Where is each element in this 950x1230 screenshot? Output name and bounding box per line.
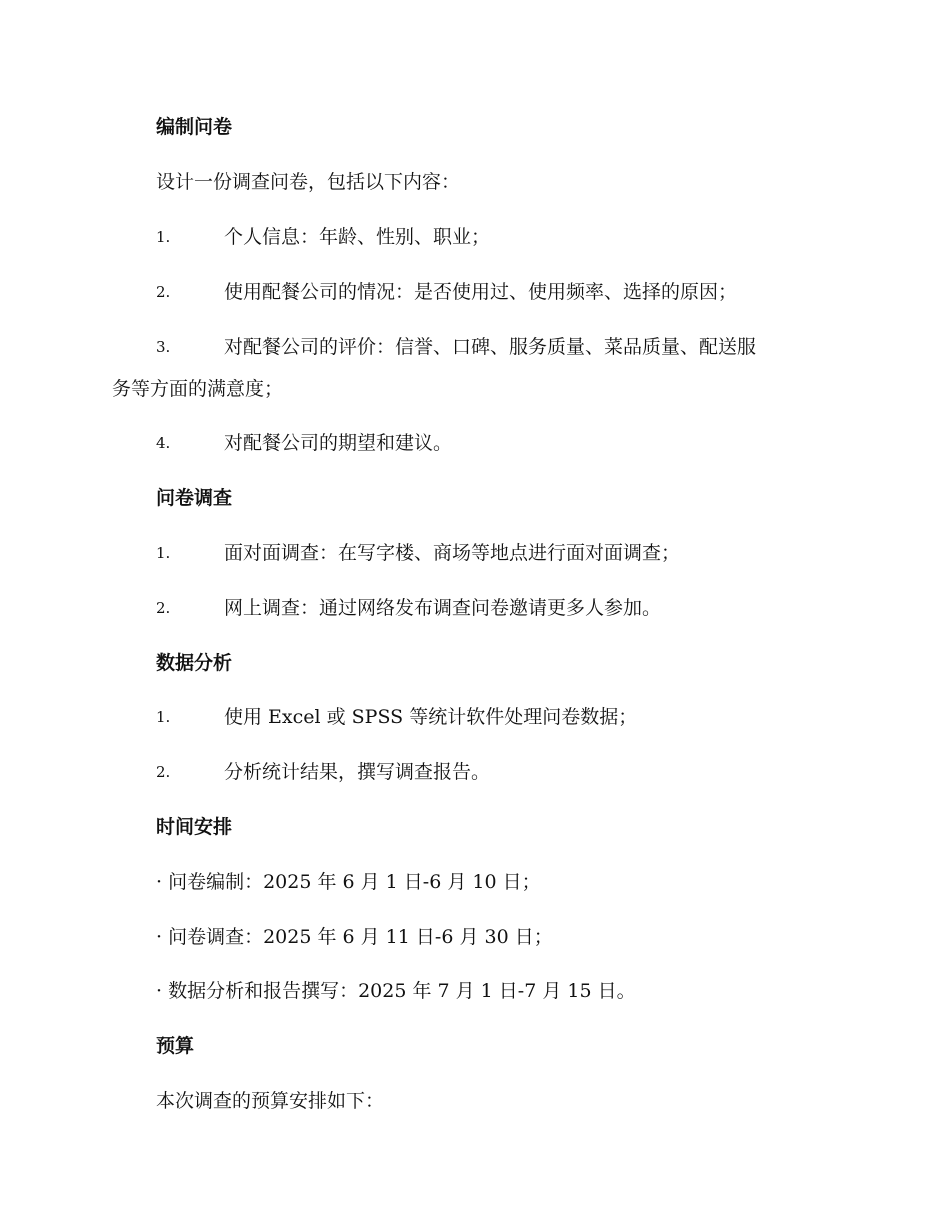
list-item [0, 699, 950, 735]
section-heading-row [0, 645, 950, 681]
section-heading: 问卷调查 [156, 487, 233, 509]
paragraph: 设计一份调查问卷，包括以下内容： [156, 171, 461, 193]
list-number: 2. [156, 599, 171, 617]
paragraph: 本次调查的预算安排如下： [156, 1090, 385, 1112]
section-heading: 预算 [156, 1035, 195, 1057]
list-item-text: 对配餐公司的期望和建议。 [224, 432, 453, 454]
bullet-item-text: · 问卷调查：2025 年 6 月 11 日-6 月 30 日； [156, 926, 553, 948]
list-item-text: 对配餐公司的评价：信誉、口碑、服务质量、菜品质量、配送服 [224, 336, 757, 358]
bullet-item [0, 919, 950, 955]
list-number: 2. [156, 763, 171, 781]
list-item [0, 535, 950, 571]
list-item-text: 网上调查：通过网络发布调查问卷邀请更多人参加。 [224, 597, 662, 619]
list-item [0, 590, 950, 626]
list-item [0, 754, 950, 790]
bullet-item-text: · 数据分析和报告撰写：2025 年 7 月 1 日-7 月 15 日。 [156, 980, 636, 1002]
list-number: 1. [156, 708, 171, 726]
list-item [0, 329, 950, 365]
list-number: 1. [156, 228, 171, 246]
paragraph-row [0, 164, 950, 200]
section-heading: 数据分析 [156, 652, 233, 674]
list-number: 3. [156, 338, 171, 356]
list-item [0, 425, 950, 461]
list-item-text: 个人信息：年龄、性别、职业； [224, 226, 491, 248]
section-heading-row [0, 809, 950, 845]
section-heading-row [0, 109, 950, 145]
list-number: 1. [156, 544, 171, 562]
section-heading: 编制问卷 [156, 116, 233, 138]
section-heading-row [0, 480, 950, 516]
section-heading: 时间安排 [156, 816, 233, 838]
bullet-item-text: · 问卷编制：2025 年 6 月 1 日-6 月 10 日； [156, 871, 541, 893]
list-item [0, 219, 950, 255]
paragraph-row [0, 1083, 950, 1119]
list-item-text: 面对面调查：在写字楼、商场等地点进行面对面调查； [224, 542, 681, 564]
list-item-text: 使用 Excel 或 SPSS 等统计软件处理问卷数据； [224, 706, 638, 728]
list-item-text: 分析统计结果，撰写调查报告。 [224, 761, 491, 783]
list-item [0, 274, 950, 310]
bullet-item [0, 973, 950, 1009]
list-item-text-continued: 务等方面的满意度； [112, 378, 284, 400]
list-item-continuation [0, 371, 950, 407]
list-item-text: 使用配餐公司的情况：是否使用过、使用频率、选择的原因； [224, 281, 738, 303]
list-number: 4. [156, 434, 171, 452]
list-number: 2. [156, 283, 171, 301]
section-heading-row [0, 1028, 950, 1064]
bullet-item [0, 864, 950, 900]
